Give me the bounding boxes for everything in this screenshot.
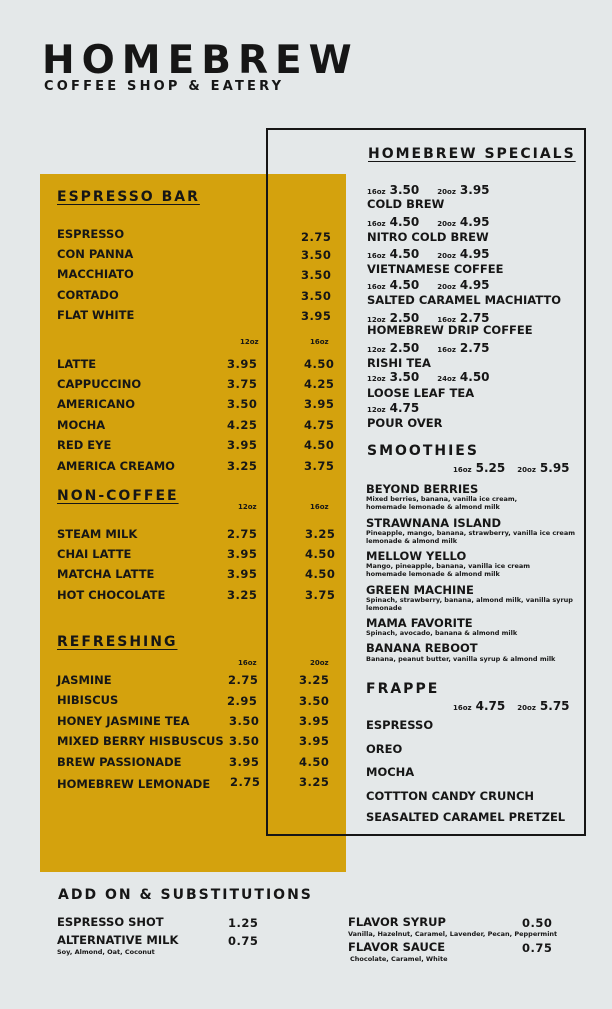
special-price: 3.50 bbox=[389, 370, 420, 384]
size-label: 12oz bbox=[367, 346, 386, 354]
menu-item-price-large: 3.75 bbox=[304, 459, 335, 473]
special-price: 4.95 bbox=[459, 215, 490, 229]
menu-item-price-small: 3.25 bbox=[227, 588, 258, 602]
menu-item-price-small: 3.75 bbox=[227, 377, 258, 391]
smoothie-description bbox=[366, 495, 517, 511]
frappe-price: 4.75 bbox=[475, 699, 506, 713]
frappe-price: 5.75 bbox=[539, 699, 570, 713]
description-line: Spinach, avocado, banana & almond milk bbox=[366, 629, 518, 637]
menu-item-name: STEAM MILK bbox=[57, 527, 138, 541]
special-price: 4.95 bbox=[459, 278, 490, 292]
special-price-line bbox=[367, 370, 504, 384]
menu-item-price: 3.50 bbox=[301, 268, 332, 282]
menu-item-price-small: 3.95 bbox=[227, 357, 258, 371]
menu-item-name: CHAI LATTE bbox=[57, 547, 132, 561]
smoothie-description bbox=[366, 562, 530, 578]
menu-item-price-small: 2.75 bbox=[227, 527, 258, 541]
description-line: Mango, pineapple, banana, vanilla ice cream bbox=[366, 562, 531, 570]
menu-item-price-small: 2.75 bbox=[228, 673, 259, 687]
menu-item-price: 3.50 bbox=[301, 248, 332, 262]
frappe-price-line bbox=[453, 699, 570, 713]
addon-name: FLAVOR SAUCE bbox=[348, 940, 446, 954]
menu-item-name: MIXED BERRY HISBUSCUS bbox=[57, 734, 224, 748]
size-label: 20oz bbox=[437, 252, 456, 260]
smoothie-name: GREEN MACHINE bbox=[366, 583, 474, 597]
special-price-line bbox=[367, 215, 504, 229]
menu-item-name: ESPRESSO bbox=[57, 227, 125, 241]
special-item-name: POUR OVER bbox=[367, 416, 443, 430]
menu-item-price-large: 3.25 bbox=[299, 775, 330, 789]
smoothie-description bbox=[366, 655, 555, 663]
special-price-line bbox=[367, 401, 433, 415]
smoothie-description bbox=[366, 629, 517, 637]
description-line: homemade lemonade & almond milk bbox=[366, 570, 500, 578]
addon-price: 0.50 bbox=[522, 916, 553, 930]
special-item-name: RISHI TEA bbox=[367, 356, 431, 370]
special-price-line bbox=[367, 278, 504, 292]
menu-item-price: 3.50 bbox=[301, 289, 332, 303]
menu-item-price: 2.75 bbox=[301, 230, 332, 244]
special-item-name: HOMEBREW DRIP COFFEE bbox=[367, 323, 533, 337]
special-price: 2.75 bbox=[459, 341, 490, 355]
special-price: 4.75 bbox=[389, 401, 420, 415]
specials-title: HOMEBREW SPECIALS bbox=[368, 146, 576, 162]
menu-item-price-small: 3.50 bbox=[227, 397, 258, 411]
menu-item-price-small: 3.95 bbox=[227, 547, 258, 561]
size-label: 16oz bbox=[453, 466, 472, 474]
espresso-bar-title: ESPRESSO BAR bbox=[57, 189, 200, 205]
menu-item-name: BREW PASSIONADE bbox=[57, 755, 182, 769]
smoothie-price: 5.25 bbox=[475, 461, 506, 475]
size-label: 12oz bbox=[367, 406, 386, 414]
menu-item-name: HOT CHOCOLATE bbox=[57, 588, 166, 602]
size-label: 16oz bbox=[367, 252, 386, 260]
special-price-line bbox=[367, 341, 504, 355]
menu-item-name: MACCHIATO bbox=[57, 267, 134, 281]
special-item-name: COLD BREW bbox=[367, 197, 445, 211]
menu-item-price-large: 4.50 bbox=[304, 357, 335, 371]
size-label: 12oz bbox=[367, 316, 386, 324]
special-item-name: LOOSE LEAF TEA bbox=[367, 386, 475, 400]
special-price: 3.50 bbox=[389, 183, 420, 197]
size-label: 12oz bbox=[238, 503, 257, 511]
menu-item-price-large: 4.75 bbox=[304, 418, 335, 432]
frappe-item: SEASALTED CARAMEL PRETZEL bbox=[366, 810, 566, 824]
size-label: 16oz bbox=[437, 316, 456, 324]
smoothie-description bbox=[366, 596, 573, 612]
special-price: 4.50 bbox=[389, 278, 420, 292]
special-price: 2.50 bbox=[389, 311, 420, 325]
menu-item-price-large: 3.75 bbox=[305, 588, 336, 602]
smoothie-name: MELLOW YELLO bbox=[366, 549, 467, 563]
addon-description: Soy, Almond, Oat, Coconut bbox=[57, 948, 155, 956]
smoothie-description bbox=[366, 529, 575, 545]
menu-item-price-small: 2.95 bbox=[227, 694, 258, 708]
smoothie-name: STRAWNANA ISLAND bbox=[366, 516, 502, 530]
menu-item-price-small: 3.95 bbox=[227, 438, 258, 452]
menu-item-name: CAPPUCCINO bbox=[57, 377, 142, 391]
special-item-name: SALTED CARAMEL MACHIATTO bbox=[367, 293, 562, 307]
size-label: 20oz bbox=[437, 220, 456, 228]
menu-item-price-large: 4.50 bbox=[299, 755, 330, 769]
special-item-name: VIETNAMESE COFFEE bbox=[367, 262, 504, 276]
menu-item-name: CON PANNA bbox=[57, 247, 134, 261]
non-coffee-title: NON-COFFEE bbox=[57, 488, 179, 504]
menu-item-name: AMERICA CREAMO bbox=[57, 459, 175, 473]
smoothie-price: 5.95 bbox=[539, 461, 570, 475]
menu-item-price-large: 4.50 bbox=[304, 438, 335, 452]
special-price: 2.75 bbox=[459, 311, 490, 325]
menu-item-name: RED EYE bbox=[57, 438, 112, 452]
size-label: 16oz bbox=[238, 659, 257, 667]
menu-item-name: HIBISCUS bbox=[57, 693, 119, 707]
description-line: homemade lemonade & almond milk bbox=[366, 503, 500, 511]
size-label: 12oz bbox=[240, 338, 259, 346]
smoothie-name: BANANA REBOOT bbox=[366, 641, 478, 655]
size-label: 16oz bbox=[367, 220, 386, 228]
menu-item-name: MATCHA LATTE bbox=[57, 567, 155, 581]
menu-item-name: LATTE bbox=[57, 357, 97, 371]
menu-item-name: HONEY JASMINE TEA bbox=[57, 714, 190, 728]
menu-item-price-small: 3.50 bbox=[229, 734, 260, 748]
special-price: 3.95 bbox=[459, 183, 490, 197]
menu-item-price-large: 4.25 bbox=[304, 377, 335, 391]
special-item-name: NITRO COLD BREW bbox=[367, 230, 489, 244]
addon-name: ESPRESSO SHOT bbox=[57, 915, 164, 929]
menu-item-name: AMERICANO bbox=[57, 397, 136, 411]
menu-item-name: JASMINE bbox=[57, 673, 112, 687]
menu-item-price-small: 2.75 bbox=[230, 775, 261, 789]
size-label: 20oz bbox=[437, 188, 456, 196]
menu-item-price-small: 3.50 bbox=[229, 714, 260, 728]
addons-title: ADD ON & SUBSTITUTIONS bbox=[58, 887, 313, 903]
addon-description: Chocolate, Caramel, White bbox=[350, 955, 448, 963]
menu-item-price-large: 3.95 bbox=[304, 397, 335, 411]
menu-item-price-small: 3.95 bbox=[227, 567, 258, 581]
addon-description: Vanilla, Hazelnut, Caramel, Lavender, Pecan, Peppermint bbox=[348, 930, 558, 938]
size-label: 16oz bbox=[367, 283, 386, 291]
size-label: 20oz bbox=[517, 704, 536, 712]
size-label: 16oz bbox=[453, 704, 472, 712]
frappe-item: MOCHA bbox=[366, 765, 415, 779]
menu-item-name: CORTADO bbox=[57, 288, 119, 302]
special-price: 2.50 bbox=[389, 341, 420, 355]
special-price: 4.50 bbox=[389, 215, 420, 229]
menu-item-price-small: 3.25 bbox=[227, 459, 258, 473]
menu-item-price-small: 4.25 bbox=[227, 418, 258, 432]
smoothies-price-line bbox=[453, 461, 570, 475]
smoothie-name: BEYOND BERRIES bbox=[366, 482, 479, 496]
size-label: 20oz bbox=[437, 283, 456, 291]
menu-item-price: 3.95 bbox=[301, 309, 332, 323]
addon-name: ALTERNATIVE MILK bbox=[57, 933, 179, 947]
menu-item-price-large: 4.50 bbox=[305, 567, 336, 581]
addon-name: FLAVOR SYRUP bbox=[348, 915, 446, 929]
addon-price: 0.75 bbox=[228, 934, 259, 948]
special-price-line bbox=[367, 183, 504, 197]
special-price-line bbox=[367, 247, 504, 261]
size-label: 16oz bbox=[367, 188, 386, 196]
menu-item-price-large: 4.50 bbox=[305, 547, 336, 561]
addon-price: 0.75 bbox=[522, 941, 553, 955]
special-price: 4.50 bbox=[389, 247, 420, 261]
frappe-title: FRAPPE bbox=[366, 681, 440, 697]
size-label: 12oz bbox=[367, 375, 386, 383]
special-price: 4.95 bbox=[459, 247, 490, 261]
special-price: 4.50 bbox=[459, 370, 490, 384]
menu-item-price-large: 3.25 bbox=[299, 673, 330, 687]
size-label: 24oz bbox=[437, 375, 456, 383]
addon-price: 1.25 bbox=[228, 916, 259, 930]
menu-item-price-large: 3.25 bbox=[305, 527, 336, 541]
size-label: 16oz bbox=[437, 346, 456, 354]
menu-title: HOMEBREW bbox=[42, 38, 359, 83]
frappe-item: ESPRESSO bbox=[366, 718, 434, 732]
description-line: Mixed berries, banana, vanilla ice cream, bbox=[366, 495, 518, 503]
size-label: 16oz bbox=[310, 338, 329, 346]
frappe-item: OREO bbox=[366, 742, 403, 756]
menu-subtitle: COFFEE SHOP & EATERY bbox=[44, 79, 285, 94]
description-line: lemonade & almond milk bbox=[366, 537, 458, 545]
smoothies-title: SMOOTHIES bbox=[367, 443, 479, 459]
description-line: Pineapple, mango, banana, strawberry, vanilla ice cream bbox=[366, 529, 575, 537]
menu-item-price-large: 3.95 bbox=[299, 734, 330, 748]
description-line: Spinach, strawberry, banana, almond milk, vanilla syrup bbox=[366, 596, 573, 604]
smoothie-name: MAMA FAVORITE bbox=[366, 616, 473, 630]
size-label: 16oz bbox=[310, 503, 329, 511]
menu-item-name: HOMEBREW LEMONADE bbox=[57, 777, 211, 791]
size-label: 20oz bbox=[310, 659, 329, 667]
frappe-item: COTTTON CANDY CRUNCH bbox=[366, 789, 535, 803]
refreshing-title: REFRESHING bbox=[57, 634, 178, 650]
menu-item-name: FLAT WHITE bbox=[57, 308, 135, 322]
menu-item-price-large: 3.95 bbox=[299, 714, 330, 728]
description-line: Banana, peanut butter, vanilla syrup & almond milk bbox=[366, 655, 556, 663]
size-label: 20oz bbox=[517, 466, 536, 474]
menu-item-price-large: 3.50 bbox=[299, 694, 330, 708]
menu-item-name: MOCHA bbox=[57, 418, 106, 432]
menu-item-price-small: 3.95 bbox=[229, 755, 260, 769]
description-line: lemonade bbox=[366, 604, 402, 612]
